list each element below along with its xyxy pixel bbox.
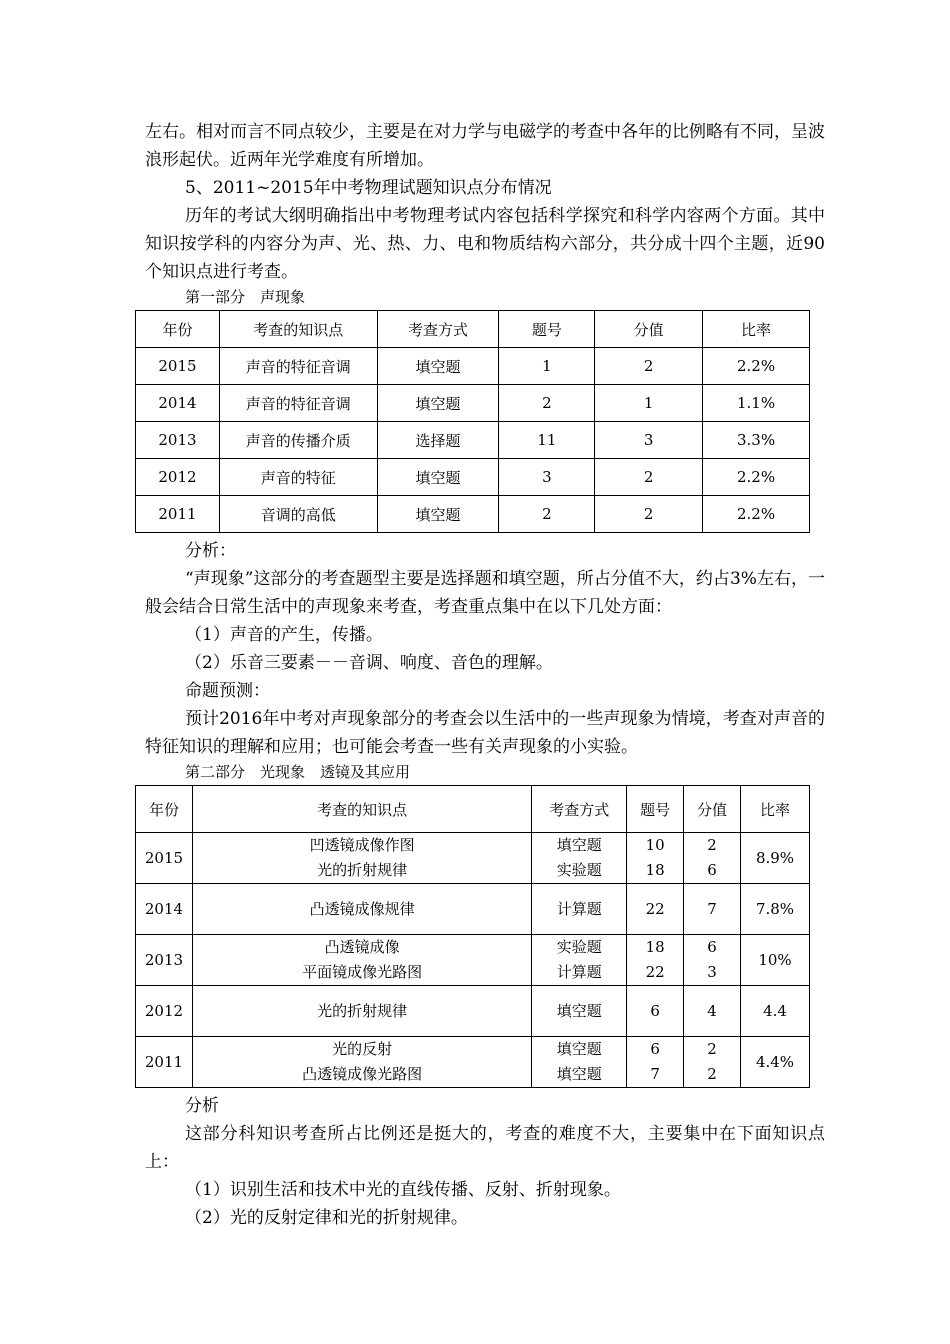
cell: 2012 xyxy=(136,459,220,496)
cell: 10% xyxy=(741,935,810,986)
cell: 2015 xyxy=(136,833,193,884)
cell-line: 光的反射 xyxy=(332,1040,393,1058)
cell-line: 凸透镜成像光路图 xyxy=(302,1065,423,1083)
cell: 填空题 xyxy=(377,385,499,422)
table-row xyxy=(136,496,810,533)
cell-line: 实验题 xyxy=(556,861,602,879)
cell-line: 实验题 xyxy=(556,938,602,956)
analysis-label: 分析： xyxy=(185,541,236,561)
cell: 4.4 xyxy=(741,986,810,1037)
analysis-paragraph: “声现象”这部分的考查题型主要是选择题和填空题，所占分值不大，约占3%左右，一般会结合日常生活中的声现象来考查，考查重点集中在以下几处方面： xyxy=(145,569,825,617)
cell xyxy=(532,833,627,884)
table-row xyxy=(136,385,810,422)
header-cell: 考查方式 xyxy=(532,786,627,833)
cell: 声音的特征音调 xyxy=(219,348,377,385)
cell: 1 xyxy=(595,385,703,422)
cell-line: 6 xyxy=(650,1040,660,1058)
cell: 填空题 xyxy=(377,459,499,496)
cell-line: 22 xyxy=(645,899,665,918)
cell: 3.3% xyxy=(703,422,810,459)
cell xyxy=(684,833,741,884)
header-cell: 考查方式 xyxy=(377,311,499,348)
intro-paragraph: 历年的考试大纲明确指出中考物理考试内容包括科学探究和科学内容两个方面。其中知识按学科的内容分为声、光、热、力、电和物质结构六部分，共分成十四个主题，近90个知识点进行考查。 xyxy=(145,206,825,282)
cell: 8.9% xyxy=(741,833,810,884)
cell: 音调的高低 xyxy=(219,496,377,533)
cell xyxy=(627,884,684,935)
cell: 4.4% xyxy=(741,1037,810,1088)
cell: 声音的特征音调 xyxy=(219,385,377,422)
analysis-point: （1）声音的产生，传播。 xyxy=(185,625,383,645)
cell-line: 3 xyxy=(707,963,717,981)
cell-line: 凸透镜成像 xyxy=(324,938,400,956)
cell-line: 2 xyxy=(707,836,717,854)
cell-line: 6 xyxy=(650,1001,660,1020)
cell: 2.2% xyxy=(703,459,810,496)
table-header-row xyxy=(136,786,810,833)
cell: 声音的特征 xyxy=(219,459,377,496)
cell-line: 22 xyxy=(645,963,665,981)
cell: 1 xyxy=(499,348,595,385)
cell: 声音的传播介质 xyxy=(219,422,377,459)
cell-line: 10 xyxy=(645,836,665,854)
cell: 填空题 xyxy=(377,496,499,533)
cell xyxy=(192,833,531,884)
table-header-row xyxy=(136,311,810,348)
analysis-point: （2）光的反射定律和光的折射规律。 xyxy=(185,1208,468,1228)
cell: 2015 xyxy=(136,348,220,385)
cell-line: 凹透镜成像作图 xyxy=(309,836,415,854)
header-cell: 考查的知识点 xyxy=(192,786,531,833)
cell-line: 计算题 xyxy=(556,963,602,981)
cell: 选择题 xyxy=(377,422,499,459)
cell xyxy=(192,884,531,935)
cell xyxy=(627,986,684,1037)
cell-line: 光的折射规律 xyxy=(317,861,408,879)
cell xyxy=(532,986,627,1037)
cell: 2 xyxy=(595,496,703,533)
cell xyxy=(627,833,684,884)
cell xyxy=(192,986,531,1037)
document-page xyxy=(145,118,825,1232)
cell-line: 填空题 xyxy=(556,1065,602,1083)
prediction-label: 命题预测： xyxy=(185,681,270,701)
cell-line: 光的折射规律 xyxy=(317,1001,408,1020)
cell: 2011 xyxy=(136,1037,193,1088)
cell-line: 计算题 xyxy=(556,899,602,918)
cell-line: 填空题 xyxy=(556,836,602,854)
cell-line: 6 xyxy=(707,861,717,879)
table-row xyxy=(136,1037,810,1088)
header-cell: 年份 xyxy=(136,311,220,348)
cell: 1.1% xyxy=(703,385,810,422)
cell xyxy=(532,1037,627,1088)
part2-table xyxy=(135,785,810,1088)
cell xyxy=(532,884,627,935)
cell: 2014 xyxy=(136,385,220,422)
cell: 2013 xyxy=(136,935,193,986)
table-row xyxy=(136,422,810,459)
table-row xyxy=(136,833,810,884)
cell: 2 xyxy=(499,496,595,533)
table-row xyxy=(136,884,810,935)
header-cell: 比率 xyxy=(703,311,810,348)
prediction-paragraph: 预计2016年中考对声现象部分的考查会以生活中的一些声现象为情境，考查对声音的特征知识的理解和应用；也可能会考查一些有关声现象的小实验。 xyxy=(145,709,825,757)
cell-line: 2 xyxy=(707,1040,717,1058)
analysis-paragraph: 这部分科知识考查所占比例还是挺大的，考查的难度不大，主要集中在下面知识点上： xyxy=(145,1124,825,1172)
cell: 11 xyxy=(499,422,595,459)
cell: 填空题 xyxy=(377,348,499,385)
header-cell: 分值 xyxy=(595,311,703,348)
table-row xyxy=(136,986,810,1037)
cell xyxy=(192,1037,531,1088)
cell-line: 填空题 xyxy=(556,1001,602,1020)
cell-line: 18 xyxy=(645,861,665,879)
header-cell: 考查的知识点 xyxy=(219,311,377,348)
cell: 2011 xyxy=(136,496,220,533)
cell: 2014 xyxy=(136,884,193,935)
analysis-point: （2）乐音三要素－－音调、响度、音色的理解。 xyxy=(185,653,553,673)
cell-line: 4 xyxy=(707,1001,717,1020)
table-row xyxy=(136,459,810,496)
part2-caption: 第二部分 光现象 透镜及其应用 xyxy=(185,763,411,781)
cell: 3 xyxy=(595,422,703,459)
cell-line: 平面镜成像光路图 xyxy=(302,963,423,981)
analysis-point: （1）识别生活和技术中光的直线传播、反射、折射现象。 xyxy=(185,1180,621,1200)
cell xyxy=(627,1037,684,1088)
header-cell: 比率 xyxy=(741,786,810,833)
cell xyxy=(684,935,741,986)
cell: 2 xyxy=(499,385,595,422)
part1-caption: 第一部分 声现象 xyxy=(185,288,306,306)
cell-line: 7 xyxy=(707,899,717,918)
cell: 2.2% xyxy=(703,348,810,385)
intro-line: 左右。相对而言不同点较少，主要是在对力学与电磁学的考查中各年的比例略有不同，呈波浪形起伏。近两年光学难度有所增加。 xyxy=(145,122,825,170)
header-cell: 题号 xyxy=(627,786,684,833)
cell xyxy=(684,1037,741,1088)
cell: 2 xyxy=(595,348,703,385)
part1-table xyxy=(135,310,810,533)
cell xyxy=(532,935,627,986)
cell: 7.8% xyxy=(741,884,810,935)
section-heading: 5、2011~2015年中考物理试题知识点分布情况 xyxy=(185,178,552,198)
cell-line: 6 xyxy=(707,938,717,956)
table-row xyxy=(136,348,810,385)
cell-line: 凸透镜成像规律 xyxy=(309,899,415,918)
cell xyxy=(684,884,741,935)
header-cell: 分值 xyxy=(684,786,741,833)
cell-line: 填空题 xyxy=(556,1040,602,1058)
cell-line: 7 xyxy=(650,1065,660,1083)
cell-line: 18 xyxy=(645,938,665,956)
cell: 2.2% xyxy=(703,496,810,533)
cell xyxy=(192,935,531,986)
cell-line: 2 xyxy=(707,1065,717,1083)
table-row xyxy=(136,935,810,986)
cell: 3 xyxy=(499,459,595,496)
header-cell: 年份 xyxy=(136,786,193,833)
header-cell: 题号 xyxy=(499,311,595,348)
cell xyxy=(627,935,684,986)
cell: 2 xyxy=(595,459,703,496)
cell: 2013 xyxy=(136,422,220,459)
cell: 2012 xyxy=(136,986,193,1037)
cell xyxy=(684,986,741,1037)
analysis-label: 分析 xyxy=(185,1096,219,1116)
